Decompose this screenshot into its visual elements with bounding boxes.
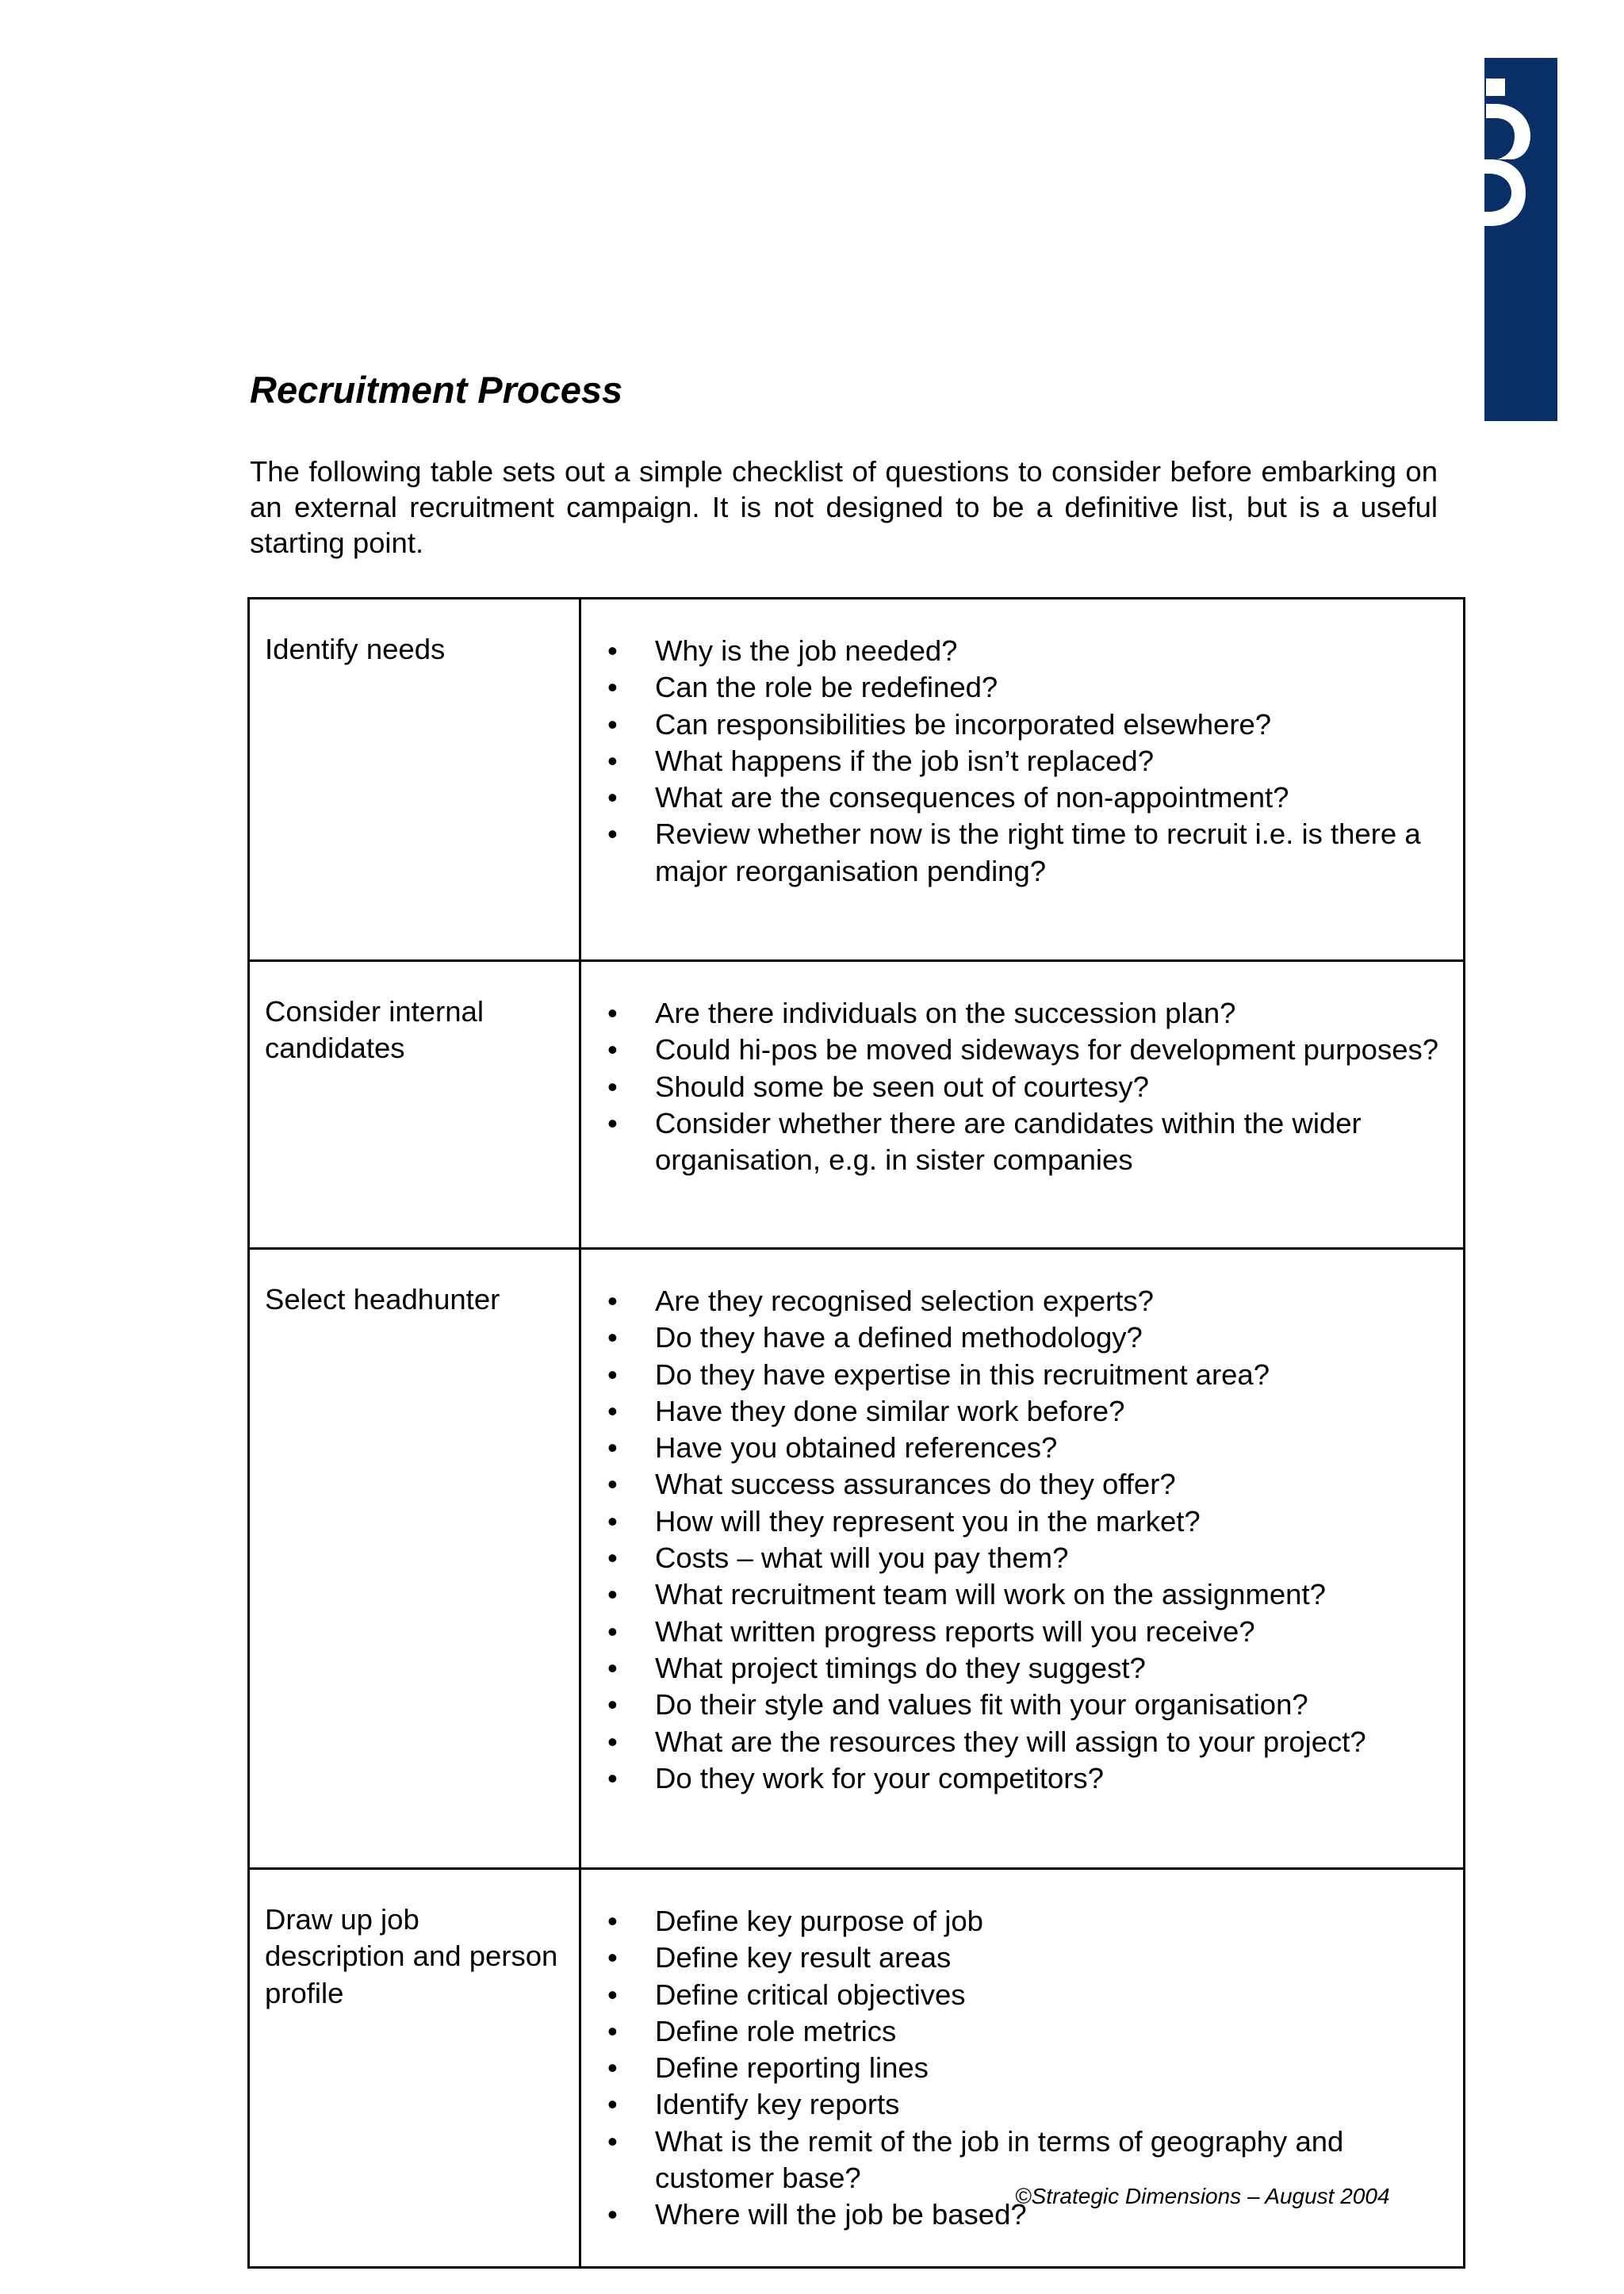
list-item: • Costs – what will you pay them? [581, 1540, 1447, 1576]
list-item: • Do they have expertise in this recruitment area? [581, 1357, 1447, 1393]
list-item: • Do they work for your competitors? [581, 1760, 1447, 1797]
recruitment-checklist-table [247, 597, 1465, 2269]
table-row [249, 599, 1465, 961]
list-item: • Are there individuals on the succession plan? [581, 995, 1447, 1032]
row-label: Select headhunter [249, 1249, 580, 1869]
list-item: • Define key purpose of job [581, 1903, 1447, 1940]
list-item: • How will they represent you in the market? [581, 1503, 1447, 1540]
list-item: • Could hi-pos be moved sideways for development purposes? [581, 1032, 1447, 1068]
row-items [580, 1249, 1465, 1869]
list-item: • Identify key reports [581, 2086, 1447, 2123]
row-label: Identify needs [249, 599, 580, 961]
list-item: • What project timings do they suggest? [581, 1650, 1447, 1687]
row-items [580, 599, 1465, 961]
list-item: • What are the consequences of non-appointment? [581, 779, 1447, 816]
intro-paragraph: The following table sets out a simple checklist of questions to consider before embarking on an external recruitment campaign. It is not designed to be a definitive list, but is a useful starting point. [250, 455, 1438, 559]
row-label: Consider internal candidates [249, 961, 580, 1249]
list-item: • Can the role be redefined? [581, 669, 1447, 706]
bullet-list [581, 1283, 1447, 1797]
list-item: • What recruitment team will work on the assignment? [581, 1576, 1447, 1613]
list-item: • Why is the job needed? [581, 633, 1447, 669]
list-item: • Are they recognised selection experts? [581, 1283, 1447, 1319]
bullet-list [581, 995, 1447, 1178]
list-item: • What success assurances do they offer? [581, 1466, 1447, 1503]
table-row [249, 961, 1465, 1249]
list-item: • Have they done similar work before? [581, 1393, 1447, 1430]
bullet-list [581, 633, 1447, 890]
list-item: • Do they have a defined methodology? [581, 1319, 1447, 1356]
list-item: • What are the resources they will assign to your project? [581, 1724, 1447, 1760]
list-item: • Define critical objectives [581, 1977, 1447, 2013]
strategic-dimensions-logo-icon [1484, 58, 1557, 421]
page-title: Recruitment Process [250, 369, 623, 411]
row-items [580, 961, 1465, 1249]
table-row [249, 1249, 1465, 1869]
list-item: • Should some be seen out of courtesy? [581, 1069, 1447, 1105]
list-item: • Do their style and values fit with your organisation? [581, 1687, 1447, 1723]
list-item: • What happens if the job isn’t replaced? [581, 743, 1447, 779]
list-item: • Where will the job be based? [581, 2196, 1447, 2233]
copyright-footer: ©Strategic Dimensions – August 2004 [1015, 2184, 1390, 2208]
logo-mark-icon [1484, 58, 1557, 421]
list-item: • Define key result areas [581, 1940, 1447, 1976]
list-item: • What written progress reports will you receive? [581, 1614, 1447, 1650]
list-item: • Review whether now is the right time to recruit i.e. is there a major reorganisation pending? [581, 816, 1447, 890]
list-item: • Consider whether there are candidates within the wider organisation, e.g. in sister companies [581, 1105, 1447, 1179]
list-item: • Can responsibilities be incorporated elsewhere? [581, 707, 1447, 743]
list-item: • What is the remit of the job in terms of geography and customer base? [581, 2124, 1447, 2197]
list-item: • Define reporting lines [581, 2050, 1447, 2086]
list-item: • Define role metrics [581, 2013, 1447, 2050]
row-label: Draw up job description and person profile [249, 1869, 580, 2268]
list-item: • Have you obtained references? [581, 1430, 1447, 1466]
